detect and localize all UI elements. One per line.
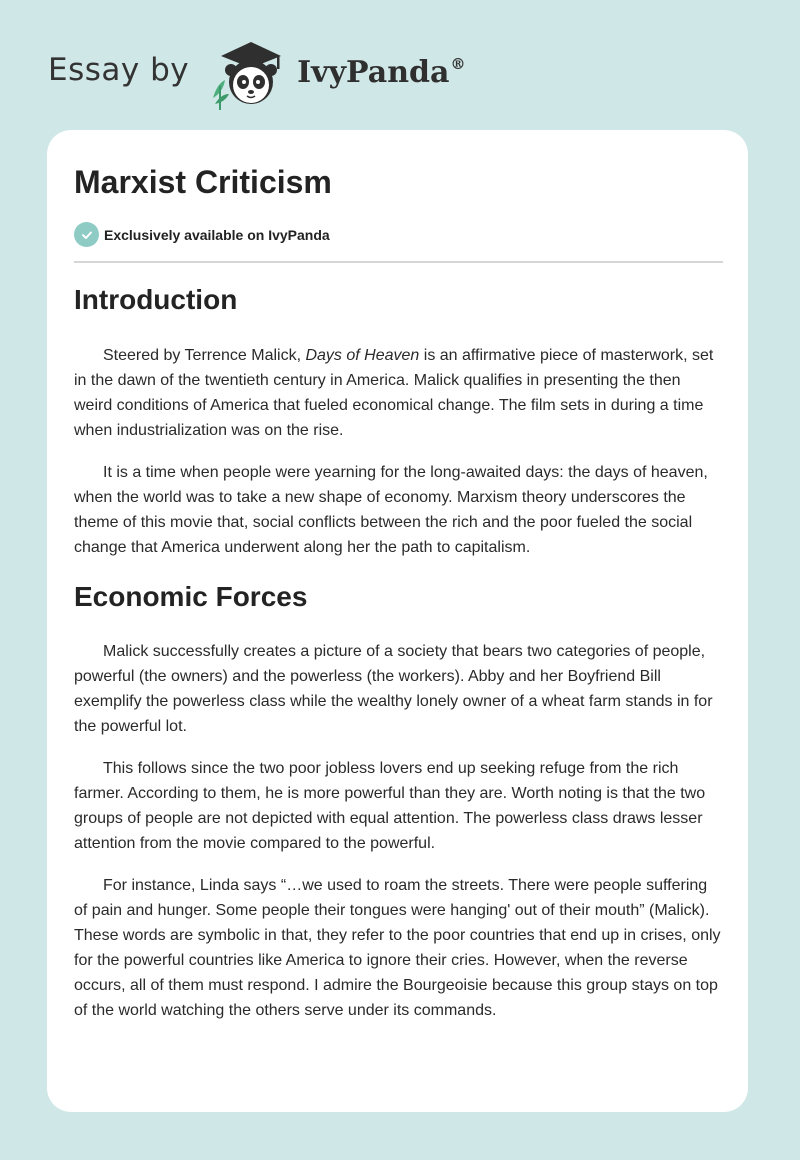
essay-by-label: Essay by [48,52,190,88]
paragraph [74,343,723,443]
divider [74,261,723,263]
essay-card [47,130,748,1112]
panda-graduate-icon[interactable] [203,34,295,112]
film-title: Days of Heaven [305,347,420,364]
essay-body [74,280,723,1040]
brand-logo-text[interactable] [297,55,465,90]
paragraph-text-before: Steered by Terrence Malick, [103,347,306,364]
section-heading-introduction: Introduction [74,284,238,315]
paragraph: This follows since the two poor jobless lovers end up seeking refuge from the rich farmer. According to them, he is more powerful than they are. Worth noting is that the two groups of people are not depicted with equal attention. The powerless class draws lesser attention from the movie compared to the powerful. [74,760,706,852]
site-header [48,34,465,112]
badge-text: Exclusively available on IvyPanda [104,226,330,243]
section-heading-economic-forces: Economic Forces [74,581,308,612]
paragraph: For instance, Linda says “…we used to roam the streets. There were people suffering of pain and hunger. Some people their tongues were hanging' out of their mouth” (Malick). These words are symbolic in that, they refer to the poor countries that end up in crises, only for the powerful countries like America to ignore their cries. However, when the reverse occurs, all of them must respond. I admire the Bourgeoisie because this group stays on top of the world watching the others serve under its commands. [74,877,721,1019]
registered-mark: ® [450,54,466,73]
check-icon [74,222,99,247]
paragraph-text-after: is an affirmative piece of masterwork, set in the dawn of the twentieth century in America. Malick qualifies in presenting the then weird conditions of America that fueled economical change. The film sets in during a time when industrialization was on the rise. [74,347,714,439]
page-title: Marxist Criticism [74,164,332,200]
paragraph: Malick successfully creates a picture of a society that bears two categories of people, powerful (the owners) and the powerless (the workers). Abby and her Boyfriend Bill exemplify the powerless class while the wealthy lonely owner of a wheat farm stands in for the powerful lot. [74,643,713,735]
exclusive-badge [74,222,330,247]
brand-name: IvyPanda [297,54,450,90]
paragraph: It is a time when people were yearning for the long-awaited days: the days of heaven, when the world was to take a new shape of economy. Marxism theory underscores the theme of this movie that, social conflicts between the rich and the poor fueled the social change that America underwent along her the path to capitalism. [74,464,708,556]
